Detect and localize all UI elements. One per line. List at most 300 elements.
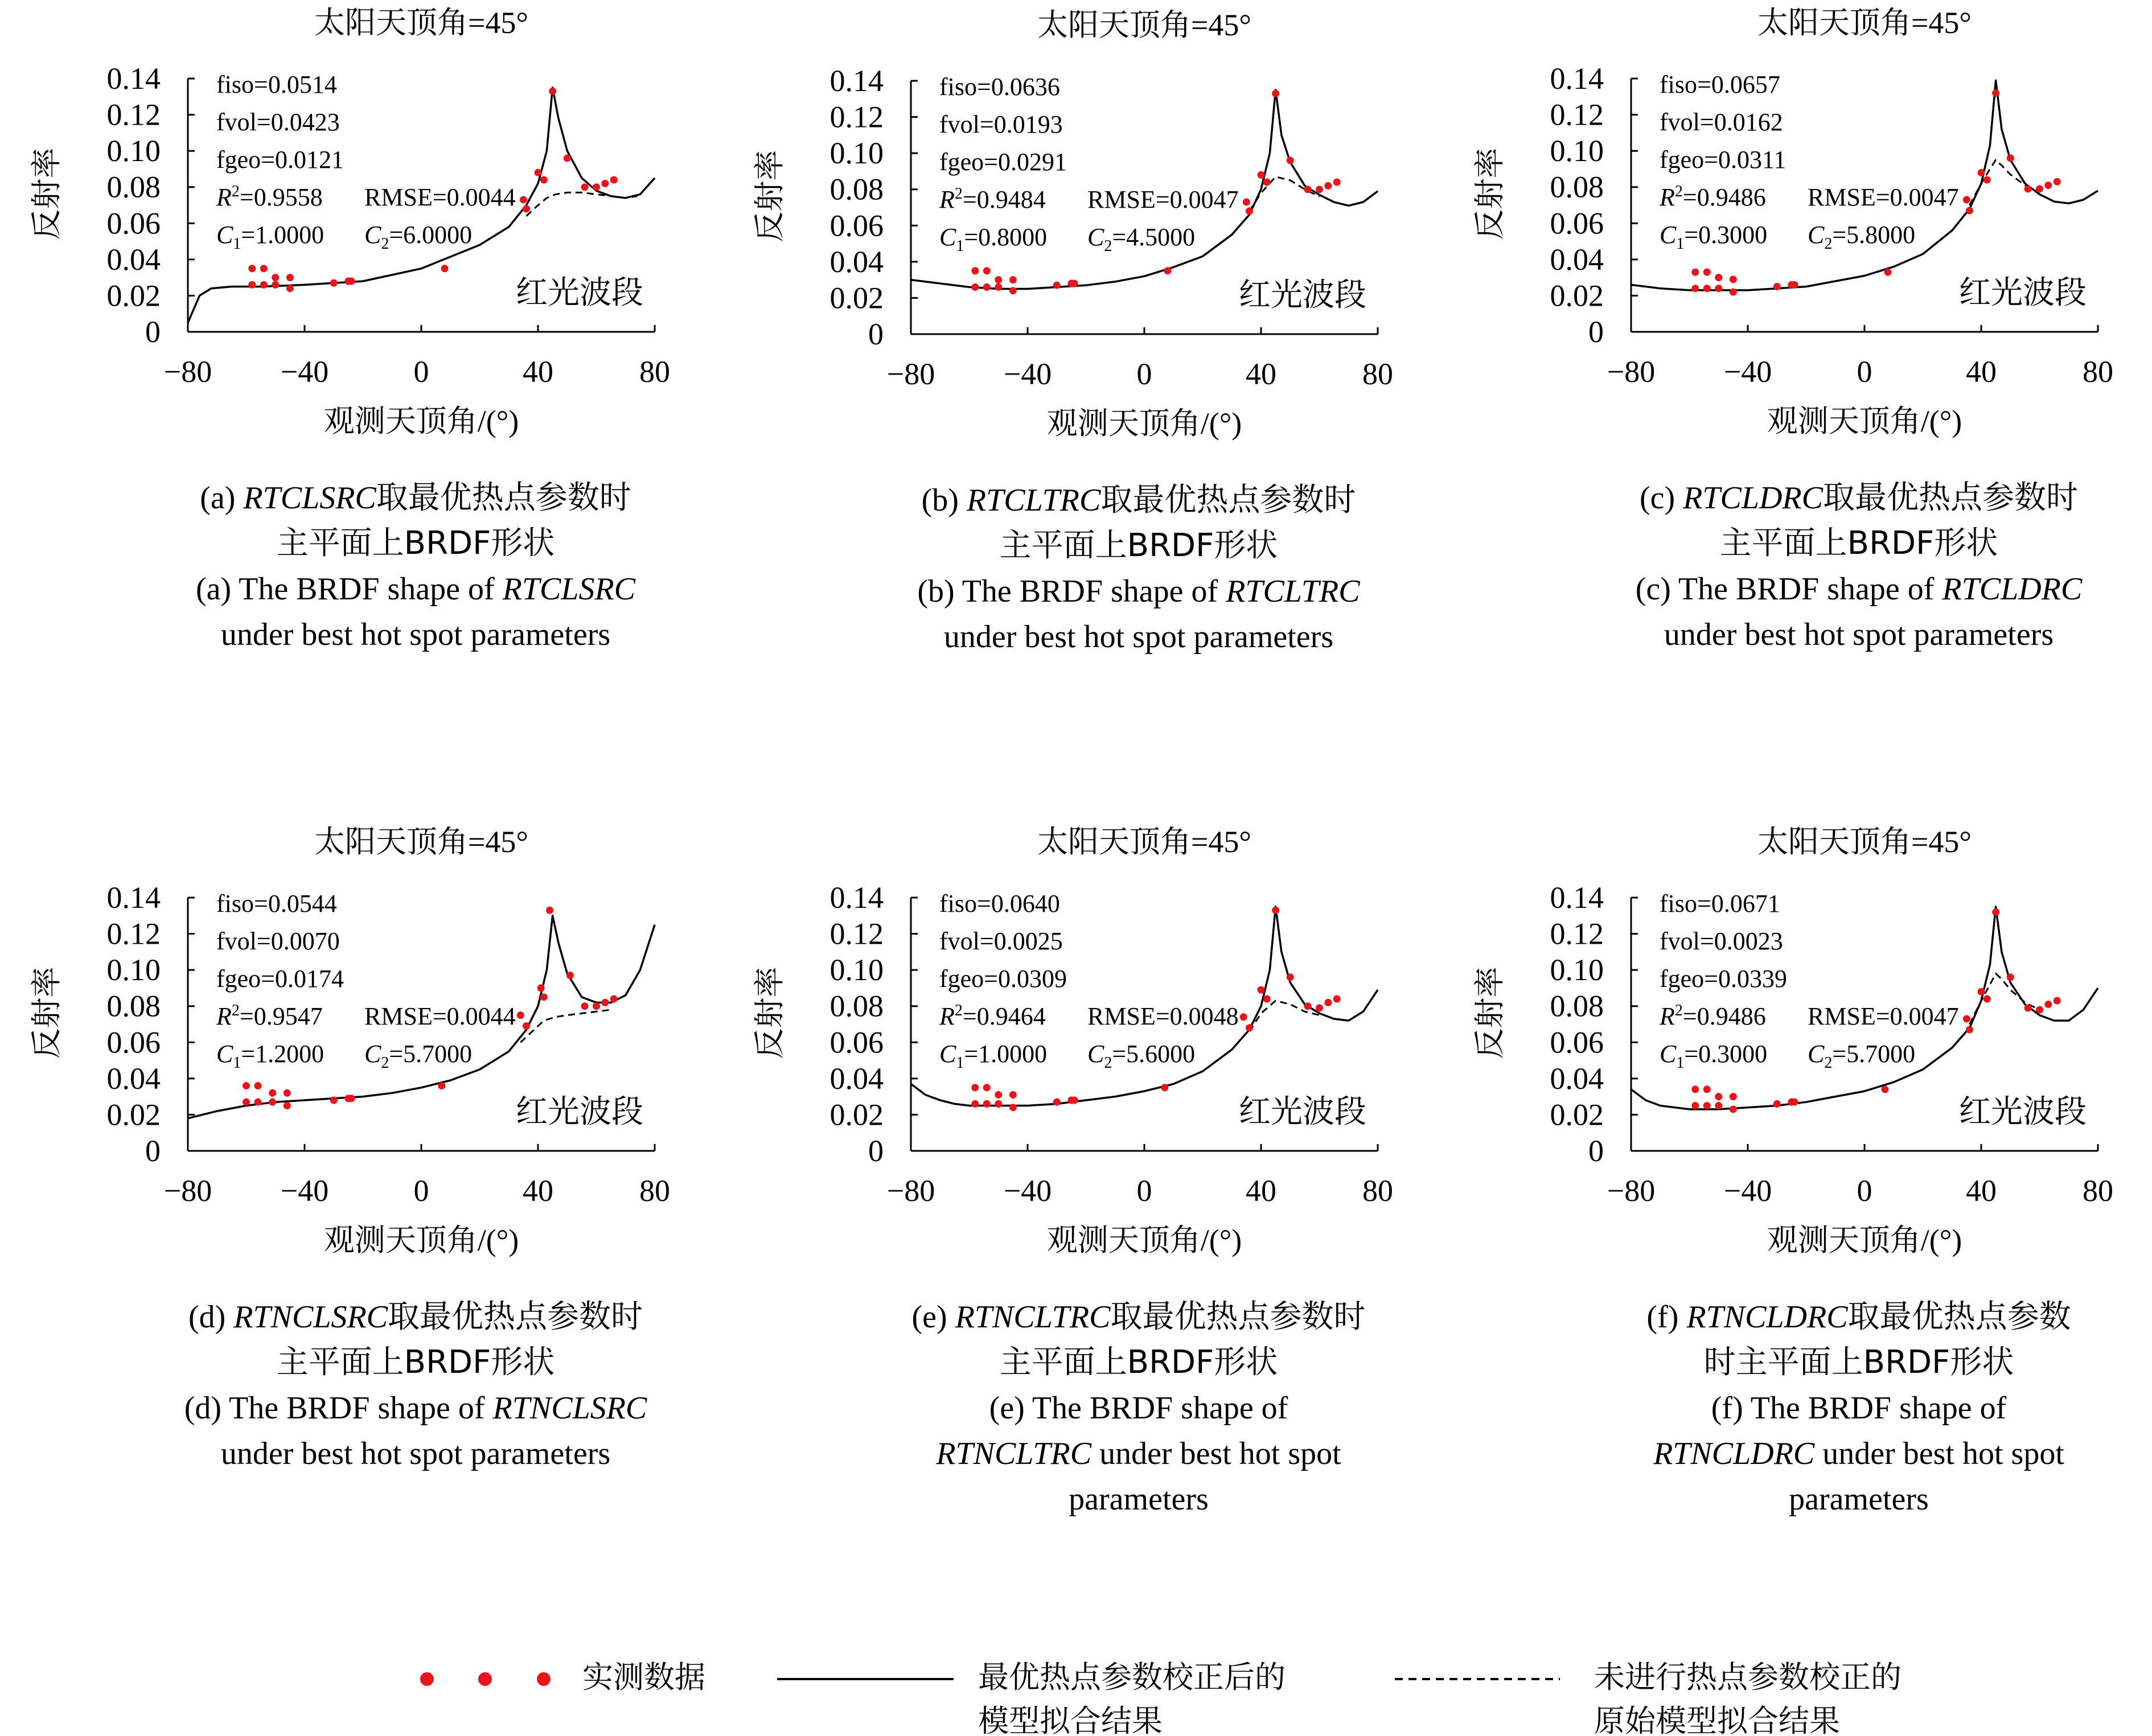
caption-cn-line-part: RTCLSRC	[243, 480, 376, 516]
param-r2-sup: 2	[954, 185, 963, 203]
measured-point	[971, 283, 979, 291]
measured-point	[1272, 90, 1279, 97]
y-tick-label: 0	[1588, 315, 1604, 349]
param-c1	[1660, 1040, 1767, 1072]
x-tick-label: 0	[1136, 357, 1152, 391]
param-c1-value: =0.8000	[964, 223, 1048, 251]
caption-en-line-part: under best hot spot parameters	[943, 619, 1334, 655]
caption-en-line-part: under best hot spot parameters	[220, 617, 611, 652]
param-r2	[216, 1002, 323, 1030]
measured-point	[260, 265, 268, 272]
measured-point	[995, 283, 1002, 291]
param-c2-symbol: C	[364, 221, 381, 249]
band-label: 红光波段	[516, 275, 643, 311]
measured-point	[284, 1089, 291, 1097]
measured-point	[1730, 1105, 1737, 1113]
measured-point	[1009, 1091, 1017, 1099]
measured-point	[540, 176, 548, 184]
x-tick-label: 0	[1857, 1174, 1872, 1208]
y-tick-label: 0.10	[106, 953, 161, 988]
caption-cn-line	[1720, 525, 1998, 562]
chart-panel	[30, 6, 670, 652]
caption-en-line-part: (e) The BRDF shape of	[989, 1391, 1288, 1426]
param-fvol: fvol=0.0162	[1660, 108, 1783, 136]
caption-cn-line-part: RTNCLDRC	[1686, 1299, 1848, 1335]
y-axis-label: 反射率	[1473, 966, 1507, 1059]
param-r2-symbol: R	[216, 183, 232, 211]
param-c1-sub: 1	[1676, 235, 1685, 253]
measured-point	[1263, 179, 1271, 186]
measured-point	[1773, 283, 1781, 290]
y-tick-label: 0.04	[106, 242, 161, 277]
measured-point	[601, 999, 609, 1006]
caption-en-line-part: under best hot spot	[1814, 1436, 2064, 1471]
measured-point	[1881, 1085, 1888, 1093]
param-c1-value: =0.3000	[1684, 221, 1768, 249]
chart-panel	[1473, 6, 2113, 652]
caption-en-line-part: parameters	[1789, 1482, 1929, 1517]
y-tick-label: 0.10	[829, 136, 884, 171]
param-c1	[1660, 221, 1767, 253]
x-tick-label: −80	[163, 1174, 212, 1208]
caption-cn-line	[188, 1298, 643, 1335]
param-r2-value: =0.9486	[1682, 183, 1766, 211]
chart-title: 太阳天顶角=45°	[314, 6, 529, 40]
original-fit-line	[1970, 974, 2040, 1025]
measured-point	[260, 281, 268, 289]
measured-point	[566, 972, 574, 979]
x-tick-label: 80	[2083, 1174, 2113, 1208]
x-tick-label: 40	[1246, 1174, 1276, 1208]
caption-cn-line	[277, 1344, 555, 1381]
measured-point	[248, 281, 256, 289]
param-r2-sup: 2	[231, 1002, 240, 1019]
measured-point	[1691, 1102, 1699, 1109]
measured-point	[1730, 289, 1737, 296]
param-c2	[364, 1040, 472, 1072]
measured-point	[1316, 1004, 1323, 1011]
measured-point	[1240, 1013, 1247, 1021]
param-c2-sub: 2	[1824, 1054, 1833, 1072]
measured-point	[2024, 185, 2032, 192]
x-tick-label: 80	[639, 355, 670, 389]
param-c1-sub: 1	[233, 1054, 241, 1072]
caption-en-line	[1789, 1482, 1929, 1517]
y-tick-label: 0	[145, 315, 161, 349]
measured-point	[348, 1095, 355, 1102]
y-tick-label: 0.06	[106, 206, 161, 241]
param-c1-sub: 1	[956, 237, 964, 255]
x-axis-label: 观测天顶角/(°)	[323, 1223, 519, 1257]
original-fit-line	[527, 192, 638, 216]
measured-point	[971, 1100, 979, 1108]
measured-point	[1263, 995, 1271, 1003]
measured-point	[1791, 1099, 1798, 1106]
param-c2	[1808, 221, 1915, 253]
measured-point	[1703, 285, 1711, 292]
band-label: 红光波段	[1239, 278, 1366, 313]
caption-en-line-part: under best hot spot	[1091, 1436, 1341, 1471]
measured-point	[1691, 285, 1699, 292]
x-tick-label: 80	[1362, 1174, 1393, 1208]
measured-point	[1715, 274, 1722, 281]
measured-point	[1715, 285, 1722, 292]
param-c2-sub: 2	[1104, 237, 1112, 255]
measured-point	[1009, 1104, 1017, 1111]
measured-point	[1287, 157, 1294, 164]
y-tick-label: 0.02	[829, 281, 884, 315]
param-r2	[939, 185, 1046, 213]
param-r2-value: =0.9464	[962, 1002, 1046, 1030]
x-tick-label: 40	[523, 355, 553, 389]
param-c2-value: =5.7000	[389, 1040, 473, 1068]
y-tick-label: 0.12	[1550, 916, 1604, 951]
param-c2	[1087, 223, 1195, 255]
param-r2-value: =0.9484	[962, 186, 1046, 213]
caption-en-line-part: (c) The BRDF shape of	[1635, 571, 1942, 607]
measured-point	[1978, 988, 1985, 995]
y-tick-label: 0.06	[1550, 1025, 1604, 1060]
caption-en-line-part: RTNCLSRC	[492, 1391, 647, 1426]
param-c2-value: =4.5000	[1112, 223, 1196, 251]
param-c2-sub: 2	[1824, 235, 1833, 253]
param-c2-value: =5.8000	[1832, 221, 1916, 249]
band-label: 红光波段	[1239, 1095, 1366, 1130]
x-tick-label: −80	[886, 1174, 935, 1208]
measured-point	[1304, 1002, 1312, 1010]
measured-point	[2044, 1001, 2052, 1008]
caption-cn-line-part: 取最优热点参数时	[1100, 482, 1356, 519]
x-tick-label: 0	[413, 1174, 429, 1208]
measured-point	[581, 1002, 589, 1010]
param-r2-symbol: R	[939, 186, 955, 213]
x-tick-label: −40	[1003, 357, 1052, 391]
measured-point	[1703, 1085, 1711, 1093]
y-tick-label: 0.02	[106, 278, 161, 313]
caption-en-line	[1069, 1482, 1209, 1517]
chart-title: 太阳天顶角=45°	[1037, 8, 1252, 42]
measured-point	[1978, 169, 1985, 176]
y-tick-label: 0.02	[829, 1097, 884, 1132]
measured-point	[546, 907, 553, 914]
measured-point	[1884, 269, 1892, 276]
chart-panels	[30, 6, 2113, 1517]
caption-en-line	[196, 571, 636, 607]
param-fgeo: fgeo=0.0339	[1660, 965, 1787, 993]
measured-point	[1164, 267, 1172, 274]
caption-en-line-part: RTCLSRC	[502, 571, 636, 607]
y-tick-label: 0.06	[106, 1025, 161, 1060]
caption-cn-line	[1646, 1298, 2071, 1335]
caption-cn-line-part: 时主平面上BRDF形状	[1703, 1344, 2014, 1381]
measured-point	[1715, 1102, 1722, 1109]
measured-point	[2024, 1004, 2032, 1011]
caption-cn-line	[922, 482, 1356, 519]
x-tick-label: 0	[1136, 1174, 1152, 1208]
param-r2	[216, 183, 323, 211]
caption-cn-line-part: RTNCLTRC	[955, 1299, 1111, 1335]
measured-point	[1963, 1015, 1970, 1022]
param-fvol: fvol=0.0025	[939, 927, 1063, 955]
measured-point	[995, 1091, 1002, 1099]
measured-point	[1992, 89, 1999, 97]
measured-point	[610, 176, 618, 184]
x-tick-label: 80	[1362, 357, 1393, 391]
caption-cn-line-part: 主平面上BRDF形状	[1719, 525, 1998, 562]
measured-point	[243, 1099, 250, 1106]
y-tick-label: 0.04	[829, 244, 884, 279]
y-tick-label: 0.08	[829, 989, 884, 1023]
y-tick-label: 0.08	[1550, 989, 1604, 1023]
param-fgeo: fgeo=0.0174	[216, 965, 344, 993]
param-c1-value: =1.0000	[964, 1040, 1048, 1068]
param-fvol: fvol=0.0193	[939, 110, 1063, 138]
param-r2-symbol: R	[216, 1002, 232, 1030]
band-label: 红光波段	[1959, 1095, 2087, 1130]
caption-cn-line	[1640, 479, 2078, 516]
param-c2-symbol: C	[1087, 1040, 1104, 1068]
param-fvol: fvol=0.0070	[216, 927, 340, 955]
x-tick-label: 0	[1857, 355, 1872, 389]
y-tick-label: 0.08	[106, 170, 161, 204]
measured-point	[1703, 1102, 1711, 1109]
x-axis-label: 观测天顶角/(°)	[1767, 1223, 1962, 1257]
measured-point	[1161, 1084, 1168, 1091]
caption-cn-line-part: 主平面上BRDF形状	[999, 527, 1278, 564]
param-c2	[1808, 1040, 1915, 1072]
param-r2	[1659, 183, 1766, 211]
figure-legend	[420, 1659, 1902, 1736]
caption-en-line-part: (f) The BRDF shape of	[1711, 1391, 2007, 1426]
measured-point	[995, 1100, 1002, 1108]
measured-point	[983, 283, 991, 291]
caption-cn-line-part: (b)	[921, 483, 967, 518]
measured-point	[1258, 171, 1265, 179]
y-tick-label: 0.12	[829, 916, 884, 951]
measured-point	[523, 205, 530, 212]
caption-en-line-part: RTCLTRC	[1226, 574, 1360, 609]
measured-point	[1246, 1024, 1253, 1031]
measured-point	[2054, 178, 2061, 186]
measured-point	[601, 180, 609, 187]
x-tick-label: 0	[413, 355, 429, 389]
caption-cn-line-part: 取最优热点参数	[1847, 1298, 2071, 1335]
param-r2-value: =0.9547	[239, 1002, 323, 1030]
caption-en-line	[989, 1391, 1288, 1426]
measured-point	[517, 1011, 524, 1019]
param-rmse: RMSE=0.0044	[364, 1002, 516, 1030]
measured-point	[286, 274, 294, 281]
measured-point	[1287, 973, 1294, 981]
y-axis-label: 反射率	[753, 966, 787, 1059]
measured-point	[2036, 185, 2043, 192]
measured-point	[1316, 186, 1323, 193]
caption-cn-line	[1704, 1344, 2014, 1381]
param-c1	[939, 223, 1047, 255]
caption-en-line	[917, 574, 1360, 609]
caption-en-line	[935, 1436, 1341, 1471]
legend-best-fit-label: 模型拟合结果	[978, 1703, 1163, 1736]
x-axis-label: 观测天顶角/(°)	[1767, 404, 1962, 438]
x-tick-label: −40	[1723, 1174, 1772, 1208]
chart-panel	[753, 8, 1393, 655]
x-axis-label: 观测天顶角/(°)	[1046, 1223, 1242, 1257]
x-tick-label: −40	[1723, 355, 1772, 389]
measured-point	[1009, 287, 1017, 294]
param-r2-sup: 2	[954, 1002, 963, 1019]
measured-point	[1009, 276, 1017, 283]
param-c2	[364, 221, 472, 253]
param-rmse: RMSE=0.0044	[364, 183, 516, 211]
x-tick-label: −40	[1003, 1174, 1052, 1208]
param-fvol: fvol=0.0023	[1660, 927, 1783, 955]
measured-point	[2007, 154, 2014, 162]
y-axis-label: 反射率	[30, 966, 64, 1059]
y-tick-label: 0.14	[106, 61, 161, 96]
y-tick-label: 0.06	[829, 208, 884, 243]
y-tick-label: 0.10	[829, 953, 884, 988]
param-r2	[939, 1002, 1046, 1030]
y-tick-label: 0.12	[1550, 97, 1604, 132]
chart-panel	[753, 825, 1393, 1517]
y-tick-label: 0.08	[1550, 170, 1604, 204]
caption-en-line	[1664, 617, 2054, 652]
param-c1-symbol: C	[939, 1040, 956, 1068]
measured-point	[269, 1089, 276, 1097]
caption-en-line-part: under best hot spot parameters	[220, 1436, 611, 1471]
param-c2-value: =5.6000	[1112, 1040, 1196, 1068]
measured-point	[1966, 1026, 1973, 1034]
measured-point	[254, 1082, 262, 1089]
param-r2-value: =0.9558	[239, 183, 323, 211]
measured-point	[284, 1102, 291, 1109]
param-fiso: fiso=0.0640	[939, 890, 1060, 918]
measured-point	[1258, 986, 1265, 994]
param-r2-symbol: R	[939, 1002, 955, 1030]
caption-cn-line-part: 取最优热点参数时	[1110, 1298, 1366, 1335]
measured-point	[581, 183, 589, 191]
measured-point	[593, 1002, 600, 1010]
caption-cn-line-part: (a)	[200, 480, 244, 516]
caption-cn-line	[277, 525, 555, 562]
y-tick-label: 0.04	[1550, 242, 1604, 277]
param-c2-value: =5.7000	[1832, 1040, 1916, 1068]
chart-title: 太阳天顶角=45°	[1037, 825, 1252, 859]
y-tick-label: 0.08	[106, 989, 161, 1023]
legend-measured-label: 实测数据	[582, 1659, 705, 1695]
measured-point	[248, 265, 256, 272]
caption-en-line-part: RTNCLTRC	[936, 1436, 1092, 1471]
y-tick-label: 0.10	[1550, 953, 1604, 988]
measured-point	[272, 274, 279, 281]
y-tick-label: 0.12	[829, 100, 884, 134]
param-c1-value: =0.3000	[1684, 1040, 1768, 1068]
measured-point	[441, 265, 449, 272]
param-c2-sub: 2	[1104, 1054, 1112, 1072]
chart-panel	[1473, 825, 2113, 1517]
x-tick-label: −80	[1607, 355, 1656, 389]
y-tick-label: 0.10	[106, 134, 161, 168]
legend-original-label: 未进行热点参数校正的	[1594, 1659, 1902, 1695]
y-axis-label: 反射率	[1473, 147, 1507, 240]
y-tick-label: 0.14	[829, 64, 884, 98]
measured-point	[348, 278, 355, 285]
legend-original-label: 原始模型拟合结果	[1594, 1703, 1840, 1736]
y-tick-label: 0.06	[1550, 206, 1604, 241]
x-tick-label: 40	[1246, 357, 1276, 391]
y-tick-label: 0.04	[1550, 1061, 1604, 1096]
caption-en-line	[944, 619, 1333, 655]
measured-point	[1791, 281, 1798, 289]
x-axis-label: 观测天顶角/(°)	[1046, 406, 1242, 441]
x-tick-label: 80	[639, 1174, 670, 1208]
original-fit-line	[1970, 160, 2040, 205]
measured-point	[254, 1099, 262, 1106]
measured-point	[983, 267, 991, 274]
chart-panel	[30, 825, 670, 1471]
x-tick-label: −40	[280, 355, 329, 389]
measured-point	[330, 279, 338, 287]
caption-cn-line	[1000, 527, 1278, 564]
measured-point	[286, 285, 294, 292]
x-tick-label: 40	[523, 1174, 553, 1208]
y-tick-label: 0.10	[1550, 134, 1604, 168]
param-c2	[1087, 1040, 1195, 1072]
param-c1-sub: 1	[233, 235, 241, 253]
caption-cn-line-part: RTCLDRC	[1683, 480, 1824, 516]
y-tick-label: 0	[1588, 1134, 1604, 1168]
y-tick-label: 0.02	[1550, 1097, 1604, 1132]
param-r2-symbol: R	[1660, 1002, 1675, 1030]
param-c1-sub: 1	[1676, 1054, 1685, 1072]
measured-point	[995, 276, 1002, 283]
caption-cn-line-part: 取最优热点参数时	[1823, 479, 2079, 516]
caption-en-line-part: parameters	[1069, 1482, 1209, 1517]
param-c2-symbol: C	[1808, 221, 1825, 249]
param-c1-value: =1.0000	[241, 221, 325, 249]
caption-cn-line-part: (c)	[1639, 480, 1683, 516]
measured-point	[537, 984, 545, 992]
measured-point	[549, 88, 556, 95]
measured-point	[1071, 280, 1078, 287]
caption-en-line	[184, 1391, 647, 1426]
param-r2-sup: 2	[1674, 1002, 1683, 1019]
x-axis-label: 观测天顶角/(°)	[323, 404, 519, 438]
measured-point	[438, 1082, 445, 1089]
measured-point	[610, 995, 618, 1003]
y-tick-label: 0	[145, 1134, 161, 1168]
y-tick-label: 0	[868, 317, 884, 351]
param-c1-symbol: C	[939, 223, 956, 251]
param-c1	[939, 1040, 1047, 1072]
x-tick-label: −80	[163, 355, 212, 389]
caption-en-line-part: (b) The BRDF shape of	[917, 574, 1226, 609]
measured-point	[1966, 207, 1973, 215]
measured-point	[1333, 995, 1341, 1003]
param-fgeo: fgeo=0.0311	[1660, 146, 1787, 174]
param-rmse: RMSE=0.0047	[1808, 1002, 1959, 1030]
measured-point	[1333, 179, 1341, 186]
param-rmse: RMSE=0.0047	[1087, 186, 1239, 213]
measured-point	[535, 169, 542, 176]
measured-point	[1703, 269, 1711, 276]
measured-point	[269, 1099, 276, 1106]
caption-cn-line-part: 取最优热点参数时	[376, 479, 631, 516]
y-tick-label: 0.06	[829, 1025, 884, 1060]
measured-point	[1773, 1100, 1781, 1108]
caption-en-line	[1636, 571, 2083, 607]
y-tick-label: 0.08	[829, 172, 884, 207]
